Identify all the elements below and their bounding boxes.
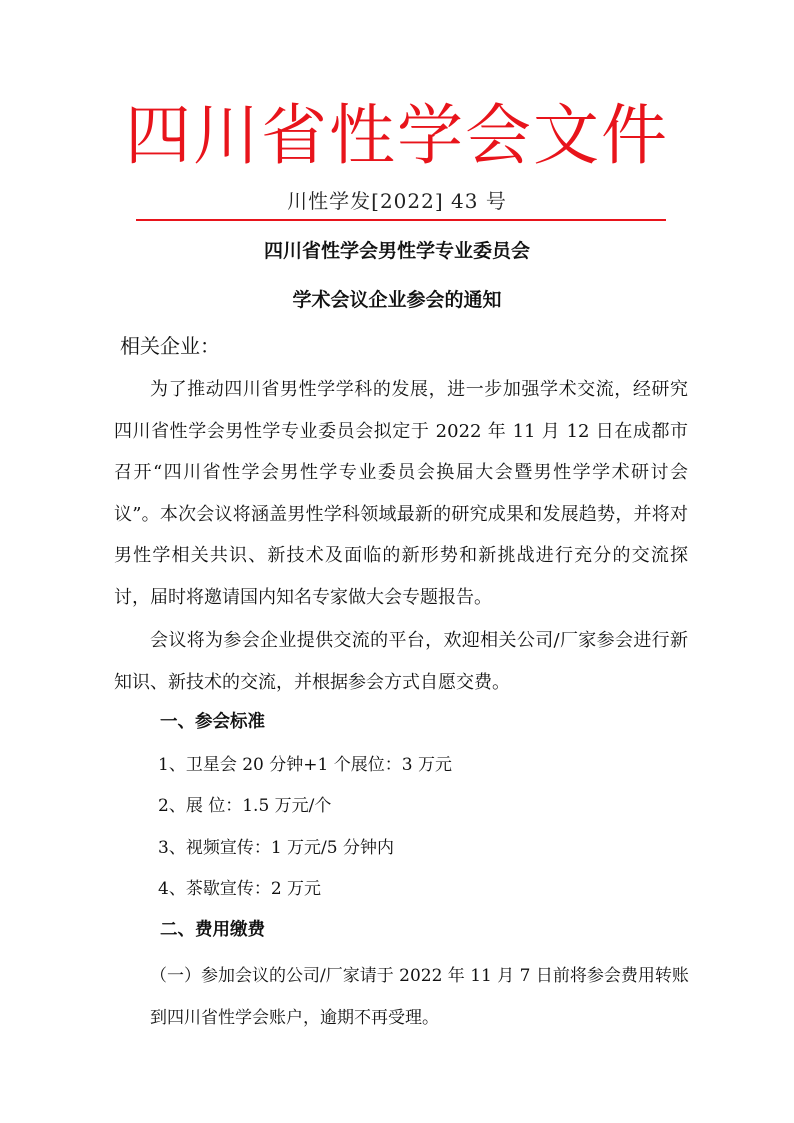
notice-title-line-2: 学术会议企业参会的通知 xyxy=(292,289,502,311)
list-item: 1、卫星会 20 分钟+1 个展位：3 万元 xyxy=(158,755,452,775)
notice-title-line-1: 四川省性学会男性学专业委员会 xyxy=(263,240,530,262)
document-number: 川性学发[2022] 43 号 xyxy=(287,189,507,213)
org-document-title: 四川省性学会文件 xyxy=(125,97,669,174)
payment-clause: （一）参加会议的公司/厂家请于 2022 年 11 月 7 日前将参会费用转账到四川省性学会账户，逾期不再受理。 xyxy=(150,966,689,1028)
list-item: 3、视频宣传：1 万元/5 分钟内 xyxy=(158,838,394,858)
body-paragraph: 为了推动四川省男性学学科的发展，进一步加强学术交流，经研究四川省性学会男性学专业委员会拟定于 2022 年 11 月 12 日在成都市召开“四川省性学会男性学专业委员会换届大会暨男性学学术研讨会议”。本次会议将涵盖男性学科领域最新的研究成果和发展趋势，并将对男性学相关共识、新技术及面临的新形势和新挑战进行充分的交流探讨，届时将邀请国内知名专家做大会专题报告。 xyxy=(114,379,688,608)
red-divider-line xyxy=(136,219,666,221)
body-paragraph: 会议将为参会企业提供交流的平台，欢迎相关公司/厂家参会进行新知识、新技术的交流，并根据参会方式自愿交费。 xyxy=(114,630,688,693)
section-heading-payment: 二、费用缴费 xyxy=(160,920,265,940)
section-heading-fee-standards: 一、参会标准 xyxy=(160,712,265,732)
salutation: 相关企业： xyxy=(120,334,220,358)
list-item: 2、展 位：1.5 万元/个 xyxy=(158,796,332,816)
list-item: 4、茶歇宣传：2 万元 xyxy=(158,879,322,899)
